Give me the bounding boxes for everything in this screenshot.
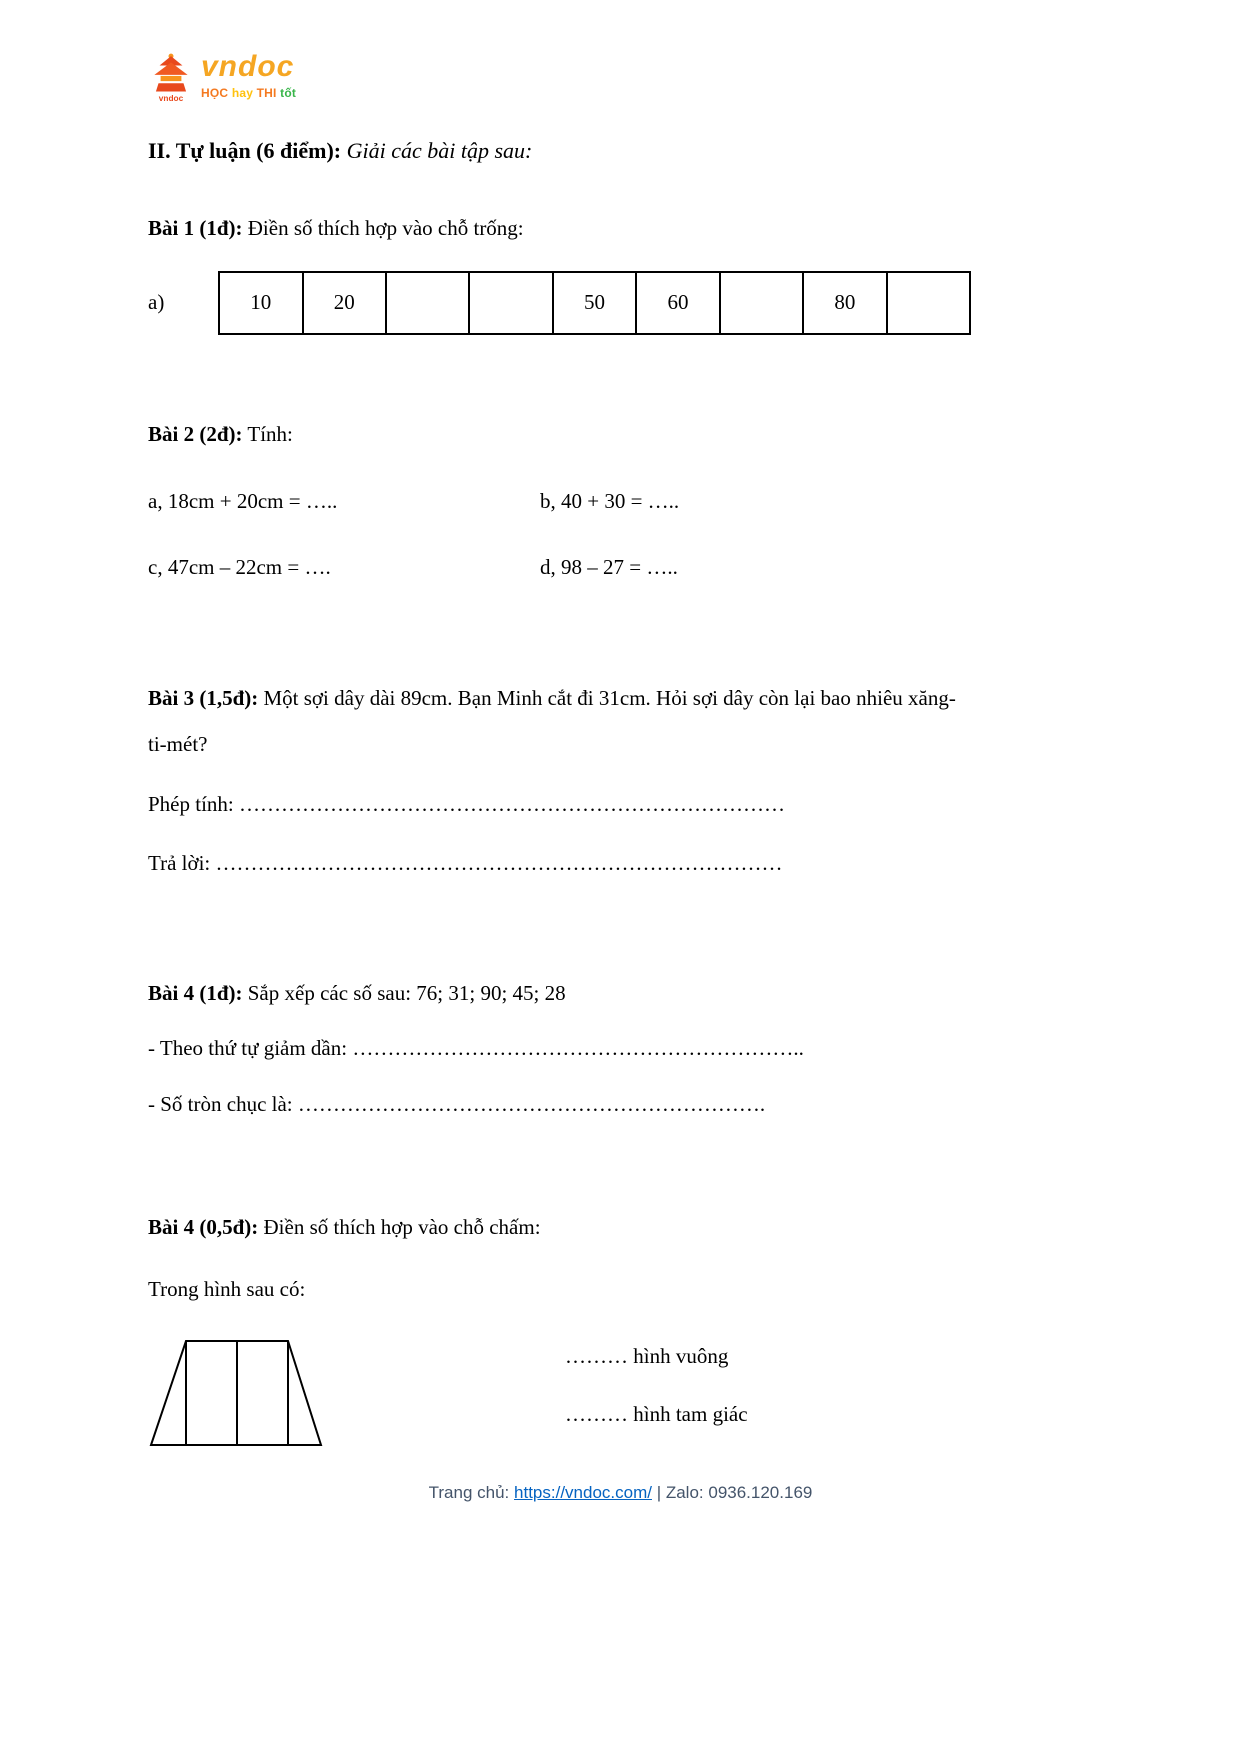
tra-loi-dots: ………………………………………………………………………: [215, 850, 783, 875]
bai2-item-b: b, 40 + 30 = …..: [540, 489, 680, 513]
table-cell: 60: [636, 272, 720, 334]
bai3-phep-tinh-line: [148, 781, 971, 827]
table-cell-blank: [469, 272, 552, 334]
bai4b-intro: Trong hình sau có:: [148, 1276, 306, 1301]
bai3-heading: [148, 675, 971, 767]
table-cell-blank: [386, 272, 469, 334]
bai3-problem: Một sợi dây dài 89cm. Bạn Minh cắt đi 31cm. Hỏi sợi dây còn lại bao nhiêu xăng-ti-mét?: [148, 686, 956, 757]
bai4b-figure-row: [148, 1337, 971, 1449]
tagline-word-hoc: HỌC: [201, 86, 229, 100]
bai4a-line-tron-chuc: - Số tròn chục là: ………………………………………………………….: [148, 1091, 766, 1116]
bai4a-line-giam-dan: - Theo thứ tự giảm dần: ………………………………………………………..: [148, 1036, 804, 1061]
bai1-heading: [148, 213, 971, 245]
bai4b-label: Bài 4 (0,5đ):: [148, 1215, 259, 1240]
logo-brand: vndoc: [201, 50, 295, 83]
table-cell: 50: [553, 272, 637, 334]
bai2-label: Bài 2 (2đ):: [148, 421, 243, 446]
section-heading: [148, 134, 971, 167]
tra-loi-label: Trả lời:: [148, 850, 211, 875]
bai1-row-label: a): [148, 290, 165, 314]
bai4a-label: Bài 4 (1đ):: [148, 980, 243, 1005]
table-row: [219, 272, 970, 334]
footer-zalo: | Zalo: 0936.120.169: [656, 1483, 813, 1502]
table-cell-blank: [720, 272, 803, 334]
tagline-word-tot: tốt: [280, 86, 297, 100]
bai2-instruction: Tính:: [247, 421, 293, 446]
label-hinh-vuong: ……… hình vuông: [565, 1344, 729, 1369]
bai2-heading: [148, 419, 971, 451]
page-footer: [0, 1483, 1241, 1503]
homepage-link[interactable]: https://vndoc.com/: [514, 1483, 652, 1502]
phep-tinh-dots: ……………………………………………………………………: [239, 792, 786, 817]
bai4a-heading: [148, 978, 971, 1010]
bai2-item-a: a, 18cm + 20cm = …..: [148, 489, 338, 513]
bai1-instruction: Điền số thích hợp vào chỗ trống:: [247, 216, 524, 240]
tagline-word-thi: THI: [256, 86, 277, 100]
logo-icon-caption: vndoc: [158, 92, 184, 103]
label-hinh-tam-giac: ……… hình tam giác: [565, 1401, 748, 1426]
vndoc-logo-icon: [148, 52, 194, 104]
section-instruction: Giải các bài tập sau:: [346, 138, 533, 163]
table-cell: 20: [303, 272, 387, 334]
bai3-label: Bài 3 (1,5đ):: [148, 686, 259, 710]
phep-tinh-label: Phép tính:: [148, 792, 234, 817]
table-cell: 80: [803, 272, 887, 334]
bai2-item-c: c, 47cm – 22cm = ….: [148, 554, 331, 579]
tagline-word-hay: hay: [231, 86, 254, 100]
logo-text: [201, 52, 296, 100]
bai1-label: Bài 1 (1đ):: [148, 216, 243, 240]
table-cell: 10: [219, 272, 303, 334]
bai1-table-row: [148, 271, 971, 335]
bai2-exercise-grid: [148, 486, 971, 583]
number-sequence-table: [218, 271, 971, 335]
table-cell-blank: [887, 272, 970, 334]
bai4b-instruction: Điền số thích hợp vào chỗ chấm:: [263, 1215, 541, 1240]
bai3-tra-loi-line: [148, 840, 971, 886]
figure-answer-labels: [565, 1337, 748, 1430]
bai4b-heading: [148, 1212, 971, 1244]
bai4a-instruction: Sắp xếp các số sau: 76; 31; 90; 45; 28: [247, 980, 566, 1005]
bai2-item-d: d, 98 – 27 = …..: [540, 554, 678, 579]
logo-tagline: [201, 86, 296, 100]
section-label: II. Tự luận (6 điểm):: [148, 138, 342, 163]
vndoc-logo: [148, 52, 971, 108]
trapezoid-figure: [148, 1337, 324, 1449]
footer-prefix: Trang chủ:: [428, 1483, 510, 1502]
